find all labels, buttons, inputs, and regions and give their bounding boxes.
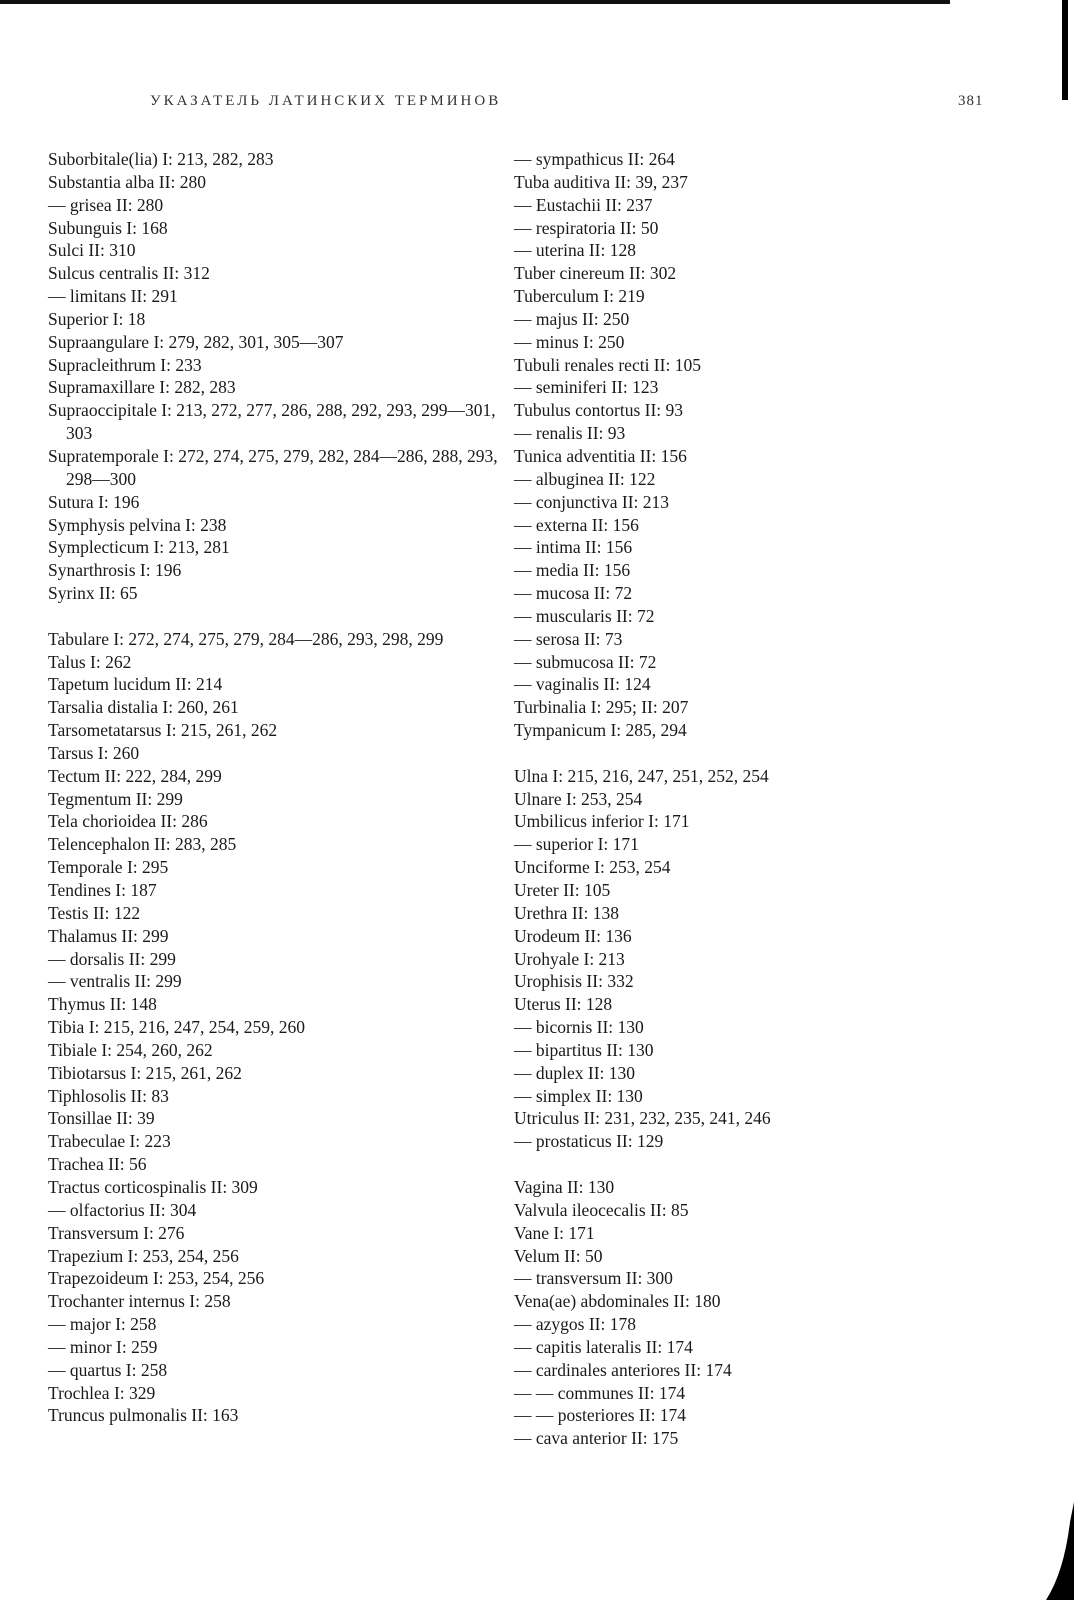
index-entry: Trapezium I: 253, 254, 256 [48, 1245, 239, 1266]
index-entry: Urethra II: 138 [514, 902, 619, 923]
index-entry: Tractus corticospinalis II: 309 [48, 1176, 258, 1197]
index-entry: Transversum I: 276 [48, 1222, 185, 1243]
index-entry: Subunguis I: 168 [48, 217, 168, 238]
index-entry: — quartus I: 258 [48, 1359, 168, 1380]
index-entry: Sutura I: 196 [48, 491, 140, 512]
index-entry: — muscularis II: 72 [514, 605, 655, 626]
index-entry: Synarthrosis I: 196 [48, 560, 182, 581]
index-entry: — uterina II: 128 [514, 240, 636, 261]
index-entry: — vaginalis II: 124 [514, 674, 651, 695]
index-entry: Thalamus II: 299 [48, 925, 169, 946]
index-entry: Tuba auditiva II: 39, 237 [514, 171, 688, 192]
letter-group-gap [48, 605, 528, 628]
index-entry: — azygos II: 178 [514, 1314, 636, 1335]
index-entry: — respiratoria II: 50 [514, 217, 659, 238]
index-entry: Supratemporale I: 272, 274, 275, 279, 282, 284—286, 288, 293, 298—300 [48, 445, 498, 489]
index-entry: — serosa II: 73 [514, 628, 623, 649]
index-entry: Tabulare I: 272, 274, 275, 279, 284—286, 293, 298, 299 [48, 628, 444, 649]
index-entry: — — communes II: 174 [514, 1382, 686, 1403]
index-entry: — simplex II: 130 [514, 1085, 643, 1106]
index-entry: Telencephalon II: 283, 285 [48, 834, 237, 855]
index-entry: Tibiotarsus I: 215, 261, 262 [48, 1062, 242, 1083]
index-entry: Tubulus contortus II: 93 [514, 400, 684, 421]
index-entry: Talus I: 262 [48, 651, 132, 672]
index-entry: — superior I: 171 [514, 834, 639, 855]
index-entry: Testis II: 122 [48, 902, 141, 923]
index-entry: Unciforme I: 253, 254 [514, 857, 671, 878]
index-entry: — prostaticus II: 129 [514, 1131, 664, 1152]
index-entry: — major I: 258 [48, 1314, 157, 1335]
index-entry: Ureter II: 105 [514, 880, 611, 900]
index-entry: Ulna I: 215, 216, 247, 251, 252, 254 [514, 765, 769, 786]
index-entry: Trabeculae I: 223 [48, 1131, 171, 1152]
index-entry: Valvula ileocecalis II: 85 [514, 1199, 689, 1220]
index-entry: — duplex II: 130 [514, 1062, 636, 1083]
index-entry: — media II: 156 [514, 560, 631, 581]
index-entry: — limitans II: 291 [48, 286, 178, 307]
index-entry: — conjunctiva II: 213 [514, 491, 670, 512]
index-entry: Ulnare I: 253, 254 [514, 788, 643, 809]
index-entry: Thymus II: 148 [48, 994, 157, 1015]
index-entry: Turbinalia I: 295; II: 207 [514, 697, 689, 718]
index-entry: — majus II: 250 [514, 308, 630, 329]
index-entry: — transversum II: 300 [514, 1268, 673, 1289]
index-entry: Trachea II: 56 [48, 1154, 147, 1175]
index-entry: Symplecticum I: 213, 281 [48, 537, 230, 558]
index-entry: Tela chorioidea II: 286 [48, 811, 208, 832]
index-entry: — intima II: 156 [514, 537, 633, 558]
index-entry: Truncus pulmonalis II: 163 [48, 1405, 239, 1426]
index-entry: — minor I: 259 [48, 1336, 158, 1357]
index-entry: — seminiferi II: 123 [514, 377, 659, 398]
index-entry: Urohyale I: 213 [514, 948, 625, 969]
index-entry: Tarsalia distalia I: 260, 261 [48, 697, 239, 718]
index-entry: Urodeum II: 136 [514, 925, 632, 946]
index-entry: Suborbitale(lia) I: 213, 282, 283 [48, 149, 274, 169]
index-entry: Substantia alba II: 280 [48, 171, 206, 192]
letter-group-gap [514, 1153, 994, 1176]
index-entry: Tendines I: 187 [48, 880, 157, 900]
index-entry: Supraangulare I: 279, 282, 301, 305—307 [48, 331, 344, 352]
index-entry: Velum II: 50 [514, 1245, 603, 1266]
index-entry: Tunica adventitia II: 156 [514, 445, 687, 466]
scan-edge-mark [1062, 0, 1068, 100]
index-entry: — minus I: 250 [514, 331, 625, 352]
page-number: 381 [958, 93, 984, 109]
index-entry: — sympathicus II: 264 [514, 149, 675, 169]
index-column-right [514, 148, 994, 1450]
index-entry: — ventralis II: 299 [48, 971, 182, 992]
index-entry: — albuginea II: 122 [514, 468, 656, 489]
index-entry: — submucosa II: 72 [514, 651, 657, 672]
index-entry: Tarsometatarsus I: 215, 261, 262 [48, 720, 278, 741]
index-entry: Tubuli renales recti II: 105 [514, 354, 701, 375]
index-entry: Supraoccipitale I: 213, 272, 277, 286, 288, 292, 293, 299—301, 303 [48, 400, 496, 444]
running-header [0, 93, 1074, 117]
index-entry: — cardinales anteriores II: 174 [514, 1359, 732, 1380]
top-scan-rule [0, 0, 950, 4]
index-entry: — externa II: 156 [514, 514, 639, 535]
index-entry: Sulcus centralis II: 312 [48, 263, 210, 284]
index-entry: Symphysis pelvina I: 238 [48, 514, 227, 535]
index-entry: Tibia I: 215, 216, 247, 254, 259, 260 [48, 1017, 306, 1038]
index-entry: Tapetum lucidum II: 214 [48, 674, 223, 695]
index-entry: Tonsillae II: 39 [48, 1108, 155, 1129]
index-entry: Trapezoideum I: 253, 254, 256 [48, 1268, 265, 1289]
index-entry: Superior I: 18 [48, 308, 146, 329]
index-column-left [48, 148, 528, 1427]
index-entry: Uterus II: 128 [514, 994, 613, 1015]
index-entry: — mucosa II: 72 [514, 583, 633, 604]
index-entry: Trochlea I: 329 [48, 1382, 156, 1403]
index-entry: Trochanter internus I: 258 [48, 1291, 231, 1312]
index-entry: — bipartitus II: 130 [514, 1039, 654, 1060]
index-entry: — cava anterior II: 175 [514, 1428, 679, 1449]
index-entry: Supramaxillare I: 282, 283 [48, 377, 236, 398]
index-entry: — olfactorius II: 304 [48, 1199, 197, 1220]
index-entry: Sulci II: 310 [48, 240, 136, 261]
index-entry: — renalis II: 93 [514, 423, 626, 444]
index-entry: Vagina II: 130 [514, 1176, 615, 1197]
letter-group-gap [514, 742, 994, 765]
index-entry: Syrinx II: 65 [48, 583, 138, 604]
index-entry: Urophisis II: 332 [514, 971, 634, 992]
index-entry: Tuberculum I: 219 [514, 286, 645, 307]
index-entry: — — posteriores II: 174 [514, 1405, 687, 1426]
index-entry: Vena(ae) abdominales II: 180 [514, 1291, 721, 1312]
running-title: УКАЗАТЕЛЬ ЛАТИНСКИХ ТЕРМИНОВ [150, 93, 502, 109]
index-entry: Umbilicus inferior I: 171 [514, 811, 690, 832]
index-entry: Tiphlosolis II: 83 [48, 1085, 169, 1106]
index-entry: — Eustachii II: 237 [514, 194, 653, 215]
index-entry: Tegmentum II: 299 [48, 788, 183, 809]
index-entry: Tibiale I: 254, 260, 262 [48, 1039, 213, 1060]
index-entry: Vane I: 171 [514, 1222, 595, 1243]
index-entry: Tectum II: 222, 284, 299 [48, 765, 222, 786]
index-entry: — grisea II: 280 [48, 194, 164, 215]
index-entry: Utriculus II: 231, 232, 235, 241, 246 [514, 1108, 771, 1129]
index-entry: Temporale I: 295 [48, 857, 169, 878]
index-entry: Tarsus I: 260 [48, 742, 140, 763]
index-entry: — capitis lateralis II: 174 [514, 1336, 693, 1357]
scan-corner-mark [1046, 1502, 1074, 1600]
index-entry: — bicornis II: 130 [514, 1017, 644, 1038]
index-entry: Tympanicum I: 285, 294 [514, 720, 687, 741]
index-entry: Tuber cinereum II: 302 [514, 263, 677, 284]
index-entry: Supracleithrum I: 233 [48, 354, 202, 375]
index-entry: — dorsalis II: 299 [48, 948, 176, 969]
